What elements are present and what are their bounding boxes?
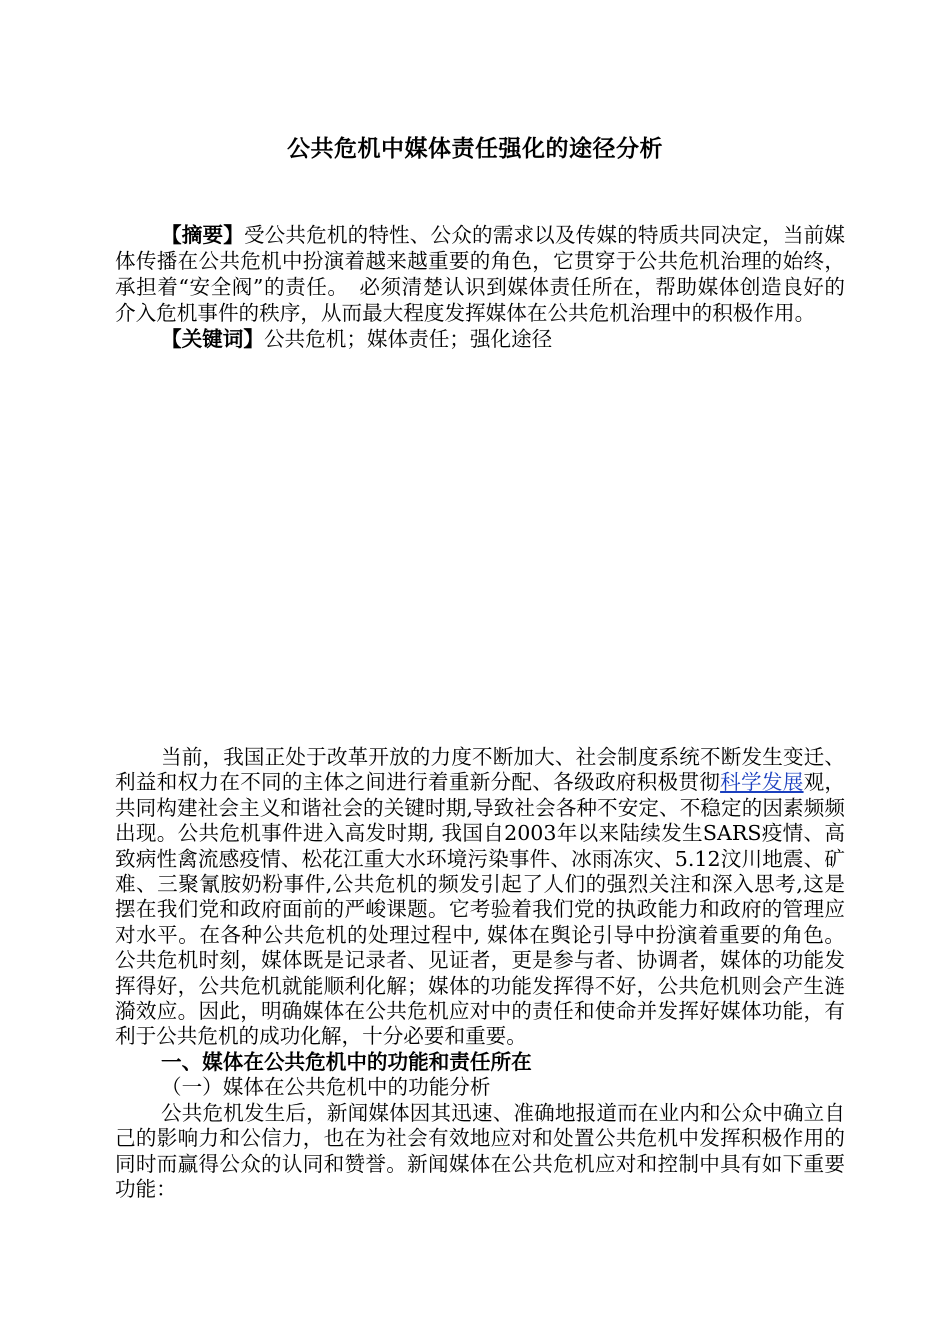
intro-text-before-link: 当前，我国正处于改革开放的力度不断加大、社会制度系统不断发生变迁、利益和权力在不同的主体之间进行着重新分配、各级政府积极贯彻 [115, 745, 845, 795]
section-heading: 一、媒体在公共危机中的功能和责任所在 [161, 1049, 532, 1074]
intro-text-after-link: 观，共同构建社会主义和谐社会的关键时期,导致社会各种不安定、不稳定的因素频频出现。公共危机事件进入高发时期, 我国自2003年以来陆续发生SARS疫情、高致病性禽流感疫情、松花江重大水环境污染事件、冰雨冻灾、5.12汶川地震、矿难、三聚氰胺奶粉事件,公共危机的频发引起了人们的强烈关注和深入思考,这是摆在我们党和政府面前的严峻课题。它考验着我们党的执政能力和政府的管理应对水平。在各种公共危机的处理过程中, 媒体在舆论引导中扮演着重要的角色。公共危机时刻，媒体既是记录者、见证者，更是参与者、协调者，媒体的功能发挥得好，公共危机就能顺利化解；媒体的功能发挥得不好，公共危机则会产生涟漪效应。因此，明确媒体在公共危机应对中的责任和使命并发挥好媒体功能，有利于公共危机的成功化解，十分必要和重要。 [115, 770, 846, 1049]
abstract-label: 【摘要】 [161, 223, 244, 247]
keywords-paragraph [115, 326, 845, 352]
science-development-link[interactable]: 科学发展 [720, 770, 804, 795]
intro-paragraph [115, 745, 845, 1050]
keywords-text: 公共危机；媒体责任；强化途径 [263, 327, 553, 351]
abstract-section [115, 222, 845, 352]
abstract-text: 受公共危机的特性、公众的需求以及传媒的特质共同决定，当前媒体传播在公共危机中扮演着越来越重要的角色，它贯穿于公共危机治理的始终，承担着“安全阀”的责任。 必须清楚认识到媒体责任所在，帮助媒体创造良好的介入危机事件的秩序，从而最大程度发挥媒体在公共危机治理中的积极作用。 [115, 223, 846, 325]
document-title: 公共危机中媒体责任强化的途径分析 [287, 136, 663, 162]
subsection-heading: （一）媒体在公共危机中的功能分析 [161, 1075, 491, 1100]
abstract-paragraph [115, 222, 845, 326]
body-section [115, 745, 845, 1202]
keywords-label: 【关键词】 [161, 327, 264, 351]
body-paragraph: 公共危机发生后，新闻媒体因其迅速、准确地报道而在业内和公众中确立自己的影响力和公信力，也在为社会有效地应对和处置公共危机中发挥积极作用的同时而赢得公众的认同和赞誉。新闻媒体在公共危机应对和控制中具有如下重要功能： [115, 1100, 845, 1201]
